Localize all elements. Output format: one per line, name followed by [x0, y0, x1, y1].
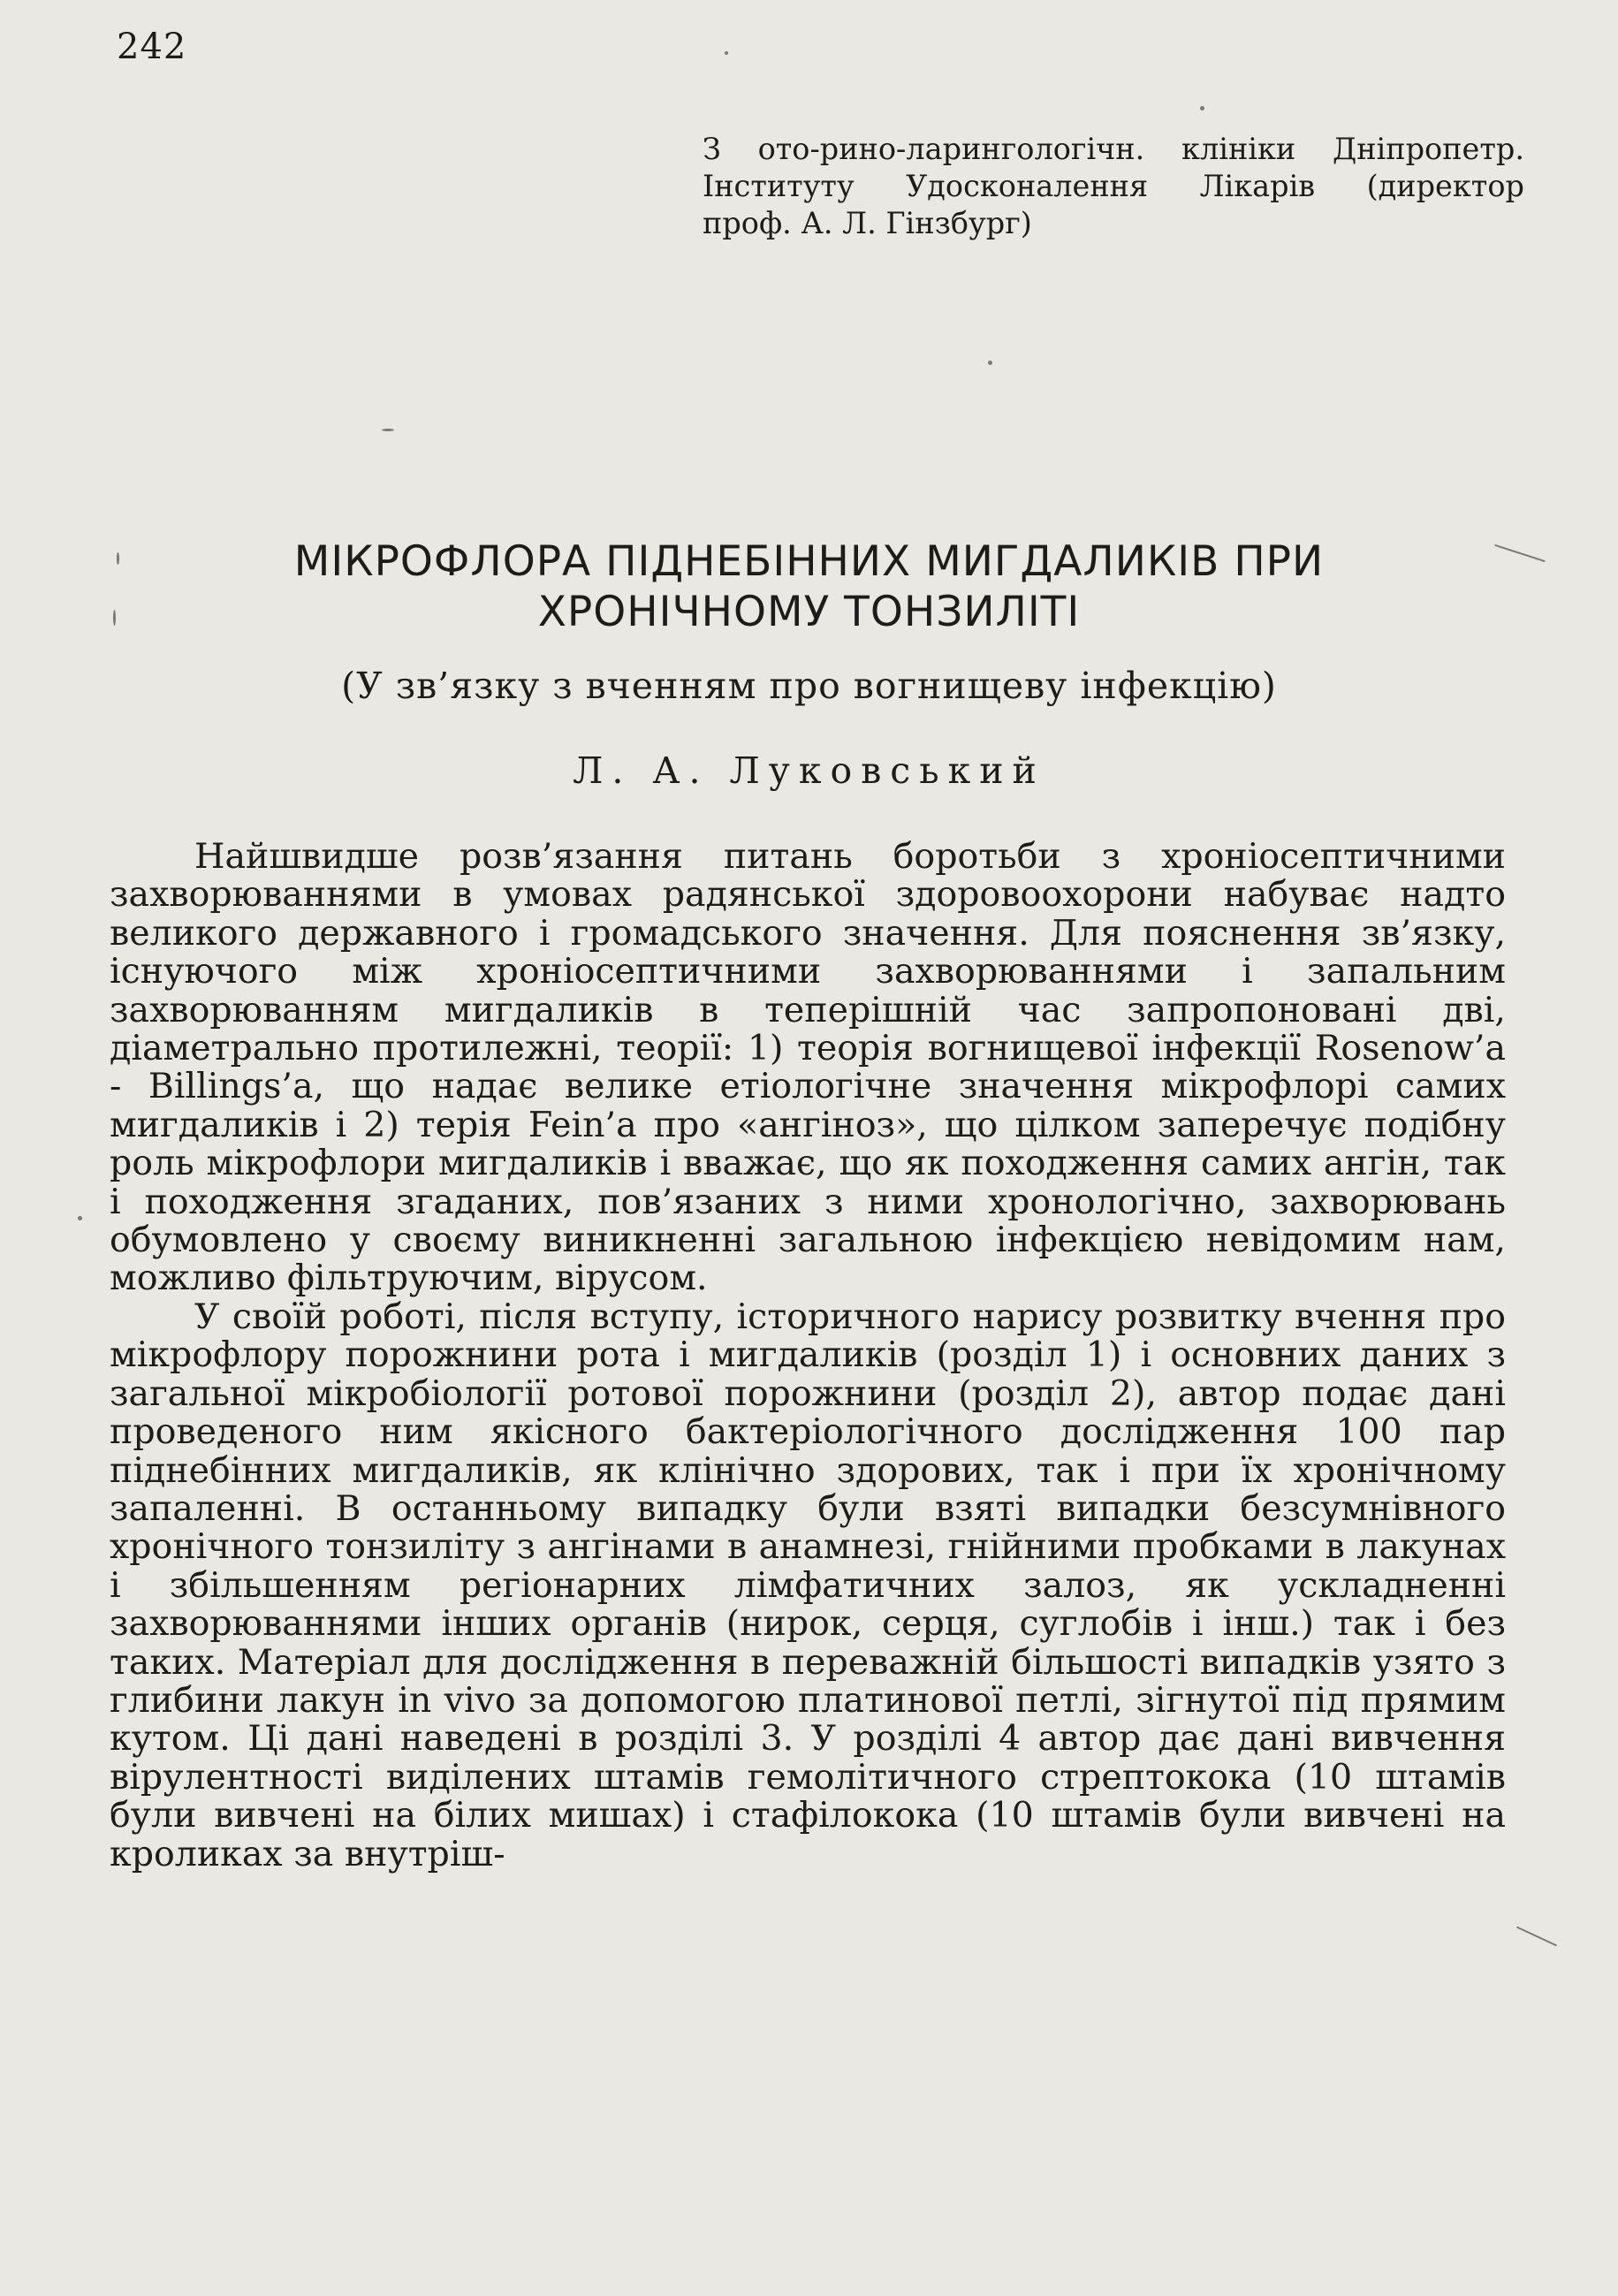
article-body [110, 838, 1506, 1874]
scan-speck [78, 1216, 82, 1220]
article-title-line-1: МІКРОФЛОРА ПІДНЕБІННИХ МИГДАЛИКІВ ПРИ [293, 537, 1325, 586]
affiliation-line-1: З ото-рино-ларингологічн. клініки Дніпропетр. [703, 132, 1524, 166]
scan-speck [725, 51, 728, 55]
scan-speck [988, 361, 992, 365]
scan-speck [382, 429, 394, 431]
paragraph-2: У своїй роботі, після вступу, історичного нарису розвитку вчення про мікрофлору порожнини рота і мигдаликів (розділ 1) і основних даних з загальної мікробіології ротової порожнини (розділ 2), автор подає дані проведеного ним якісного бактеріологічного дослідження 100 пар піднебінних мигдаликів, як клінічно здорових, так і при їх хронічному запаленні. В останньому випадку були взяті випадки безсумнівного хронічного тонзиліту з ангінами в анамнезі, гнійними пробками в лакунах і збільшенням регіонарних лімфатичних залоз, як ускладненні захворюваннями інших органів (нирок, серця, суглобів і інш.) так і без таких. Матеріал для дослідження в переважній більшості випадків узято з глибини лакун in vivo за допомогою платинової петлі, зігнутої під прямим кутом. Ці дані наведені в розділі 3. У розділі 4 автор дає дані вивчення вірулентності виділених штамів гемолітичного стрептокока (10 штамів були вивчені на білих мишах) і стафілокока (10 штамів були вивчені на кроликах за внутріш- [110, 1296, 1506, 1874]
scan-speck [1200, 106, 1204, 110]
scan-speck [1516, 1927, 1557, 1947]
paragraph-1: Найшвидше розв’язання питань боротьби з хроніосептичними захворюваннями в умовах радянської здоровоохорони набуває надто великого державного і громадського значення. Для пояснення зв’язку, існуючого між хроніосептичними захворюваннями і запальним захворюванням мигдаликів в теперішній час запропоновані дві, діаметрально протилежні, теорії: 1) теорія вогнищевої інфекції Rosenow’a - Billings’a, що надає велике етіологічне значення мікрофлорі самих мигдаликів і 2) терія Fein’a про «ангіноз», що цілком заперечує подібну роль мікрофлори мигдаликів і вважає, що як походження самих ангін, так і походження згаданих, пов’язаних з ними хронологічно, захворювань обумовлено у своєму виникненні загальною інфекцією невідомим нам, можливо фільтруючим, вірусом. [110, 836, 1506, 1299]
affiliation-line-3: проф. А. Л. Гінзбург) [703, 206, 1032, 240]
scan-speck [117, 552, 119, 565]
scan-speck [113, 610, 116, 626]
page-number: 242 [117, 27, 187, 67]
affiliation-line-2: Інституту Удосконалення Лікарів (директор [703, 169, 1524, 203]
affiliation [703, 131, 1524, 242]
author-name: Л. А. Луковський [573, 749, 1045, 792]
article-subtitle: (У зв’язку з вченням про вогнищеву інфекцію) [341, 665, 1277, 707]
article-title-line-2: ХРОНІЧНОМУ ТОНЗИЛІТІ [537, 588, 1081, 636]
